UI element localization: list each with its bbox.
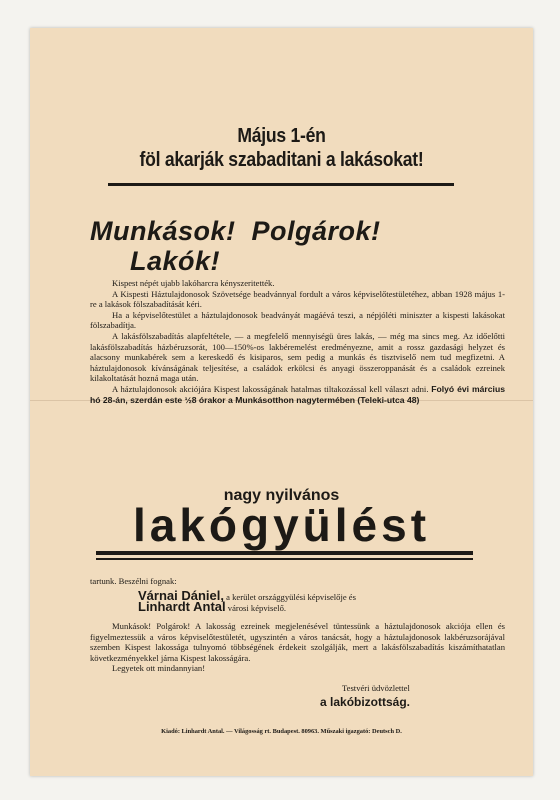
headline [60, 124, 503, 172]
poster-sheet [30, 28, 533, 776]
paragraph-5-plain: A háztulajdonosok akciójára Kispest lakosságának hatalmas tiltakozással kell választ adni. [112, 383, 429, 394]
paragraph-1: Kispest népét ujabb lakóharcra kényszeritették. [112, 278, 275, 288]
assembly-rule-top [96, 551, 473, 555]
paragraph-4: A lakásfölszabadítás alapfeltétele, — a megfelelő mennyiségü üres lakás, — még ma sincs meg. Az időelőtti lakásfölszabadítás házbéruzsorát, 100—150%-os lakbéremelést eredményezne, amit a rossz gazdasági helyzet és alacsony munkabérek sem a kereskedő és kisiparos, sem pedig a munkás és tisztviselő nem tud megfizetni. A háztulajdonosok kívánságának teljesítése, a családok erkölcsi és anyagi összeroppanását és a családok ezreinek kilakoltatását hozná maga után. [90, 330, 505, 384]
speaker-2-role: városi képviselő. [227, 603, 287, 614]
speakers-block [90, 576, 505, 614]
appeal-line-2: Lakók! [130, 246, 221, 276]
speakers-intro: tartunk. Beszélni fognak: [90, 576, 177, 586]
paragraph-5 [90, 384, 505, 405]
headline-line-2: föl akarják szabaditani a lakásokat! [139, 149, 424, 171]
headline-rule [108, 183, 454, 186]
appeal-heading [90, 216, 513, 276]
assembly-rule-bottom [96, 558, 473, 560]
paragraph-6: Munkások! Polgárok! A lakosság ezreinek megjelenésével tüntessünk a háztulajdonosok akciója ellen és figyelmeztessük a város képviselőtestületét, ugyszintén a város tanácsát, hogy a háztulajdonosok lakbéruzsorájával szemben Kispest lakossága tulnyomó többségének érdekeit szolgálják, mert a lakásfölszabadítás kiszámíthatatlan következményekkel járna Kispest lakosságára. [90, 621, 505, 663]
speaker-2-name: Linhardt Antal [138, 599, 226, 615]
main-text [90, 278, 505, 405]
speaker-2 [90, 599, 505, 615]
paragraph-2: A Kispesti Háztulajdonosok Szövetsége beadvánnyal fordult a város képviselőtestületéhez, abban 1928 május 1-re a lakások fölszabadítását kéri. [90, 288, 505, 310]
greeting: Testvéri üdvözlettel [342, 683, 410, 693]
assembly-title: lakógyülést [132, 499, 431, 551]
publisher-imprint: Kiadó: Linhardt Antal. — Világosság rt. Budapest. 80963. Műszaki igazgató: Deutsch D. [161, 728, 402, 735]
meeting-details: Folyó évi március hó 28-án, szerdán este ½8 órakor a Munkásotthon nagytermében (Teleki-utca 48) [90, 383, 505, 405]
speaker-1-role: a kerület országgyülési képviselője és [226, 591, 356, 602]
appeal-line-1: Munkások! Polgárok! [90, 216, 381, 246]
headline-line-1: Május 1-én [237, 125, 326, 147]
signature: a lakóbizottság. [320, 695, 411, 709]
closing-text [90, 621, 505, 674]
assembly-subtitle: nagy nyilvános [223, 487, 340, 504]
paragraph-3: Ha a képviselőtestület a háztulajdonosok beadványát magáévá teszi, a népjóléti miniszter a kispesti lakásokat fölszabadítja. [90, 309, 505, 331]
paragraph-7: Legyetek ott mindannyian! [112, 663, 206, 674]
speaker-1-name: Várnai Dániel, [138, 587, 224, 603]
